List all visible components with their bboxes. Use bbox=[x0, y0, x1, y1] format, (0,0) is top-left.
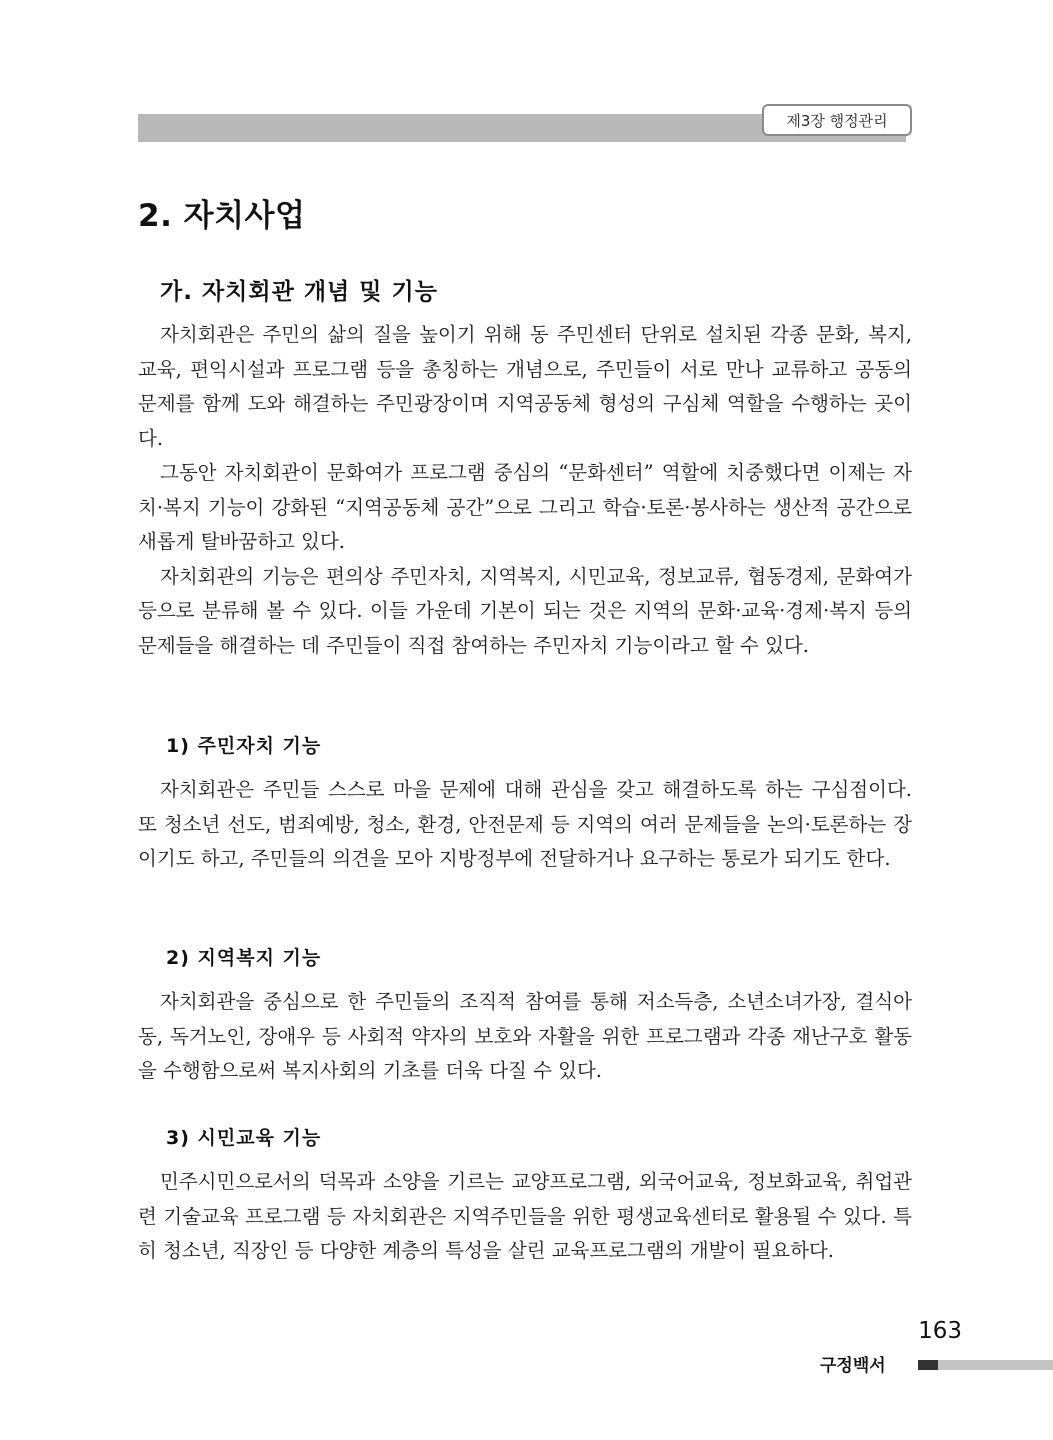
page-number: 163 bbox=[918, 1318, 962, 1344]
intro-paragraph: 자치회관은 주민의 삶의 질을 높이기 위해 동 주민센터 단위로 설치된 각종 문화, 복지, 교육, 편익시설과 프로그램 등을 총칭하는 개념으로, 주민들이 서로 만나 교류하고 공동의 문제를 함께 도와 해결하는 주민광장이며 지역공동체 형성의 구심체 역할을 수행하는 곳이다. bbox=[138, 323, 912, 450]
item-paragraph: 자치회관을 중심으로 한 주민들의 조직적 참여를 통해 저소득층, 소년소녀가장, 결식아동, 독거노인, 장애우 등 사회적 약자의 보호와 자활을 위한 프로그램과 각종 재난구호 활동을 수행함으로써 복지사회의 기초를 더욱 다질 수 있다. bbox=[138, 990, 912, 1082]
item-body-residents-autonomy bbox=[138, 773, 912, 877]
intro-paragraph: 자치회관의 기능은 편의상 주민자치, 지역복지, 시민교육, 정보교류, 협동경제, 문화여가 등으로 분류해 볼 수 있다. 이들 가운데 기본이 되는 것은 지역의 문화·교육·경제·복지 등의 문제들을 해결하는 데 주민들이 직접 참여하는 주민자치 기능이라고 할 수 있다. bbox=[138, 564, 912, 657]
footer-bar-dark bbox=[918, 1360, 938, 1370]
footer-bar-light bbox=[938, 1360, 1053, 1370]
item-title-civic-education: 3) 시민교육 기능 bbox=[166, 1127, 322, 1149]
intro-body bbox=[138, 318, 912, 663]
item-body-civic-education bbox=[138, 1165, 912, 1269]
book-title: 구정백서 bbox=[820, 1356, 886, 1376]
subsection-title: 가. 자치회관 개념 및 기능 bbox=[160, 279, 438, 305]
item-paragraph: 자치회관은 주민들 스스로 마을 문제에 대해 관심을 갖고 해결하도록 하는 구심점이다. 또 청소년 선도, 범죄예방, 청소, 환경, 안전문제 등 지역의 여러 문제들을 논의·토론하는 장이기도 하고, 주민들의 의견을 모아 지방정부에 전달하거나 요구하는 통로가 되기도 한다. bbox=[138, 778, 912, 870]
intro-paragraph: 그동안 자치회관이 문화여가 프로그램 중심의 “문화센터” 역할에 치중했다면 이제는 자치·복지 기능이 강화된 “지역공동체 공간”으로 그리고 학습·토론·봉사하는 생산적 공간으로 새롭게 탈바꿈하고 있다. bbox=[138, 461, 912, 553]
item-title-residents-autonomy: 1) 주민자치 기능 bbox=[166, 735, 322, 757]
section-title: 2. 자치사업 bbox=[138, 198, 306, 234]
item-body-regional-welfare bbox=[138, 985, 912, 1089]
chapter-label: 제3장 행정관리 bbox=[762, 104, 912, 136]
item-title-regional-welfare: 2) 지역복지 기능 bbox=[166, 947, 322, 969]
item-paragraph: 민주시민으로서의 덕목과 소양을 기르는 교양프로그램, 외국어교육, 정보화교육, 취업관련 기술교육 프로그램 등 자치회관은 지역주민들을 위한 평생교육센터로 활용될 수 있다. 특히 청소년, 직장인 등 다양한 계층의 특성을 살린 교육프로그램의 개발이 필요하다. bbox=[138, 1170, 912, 1262]
